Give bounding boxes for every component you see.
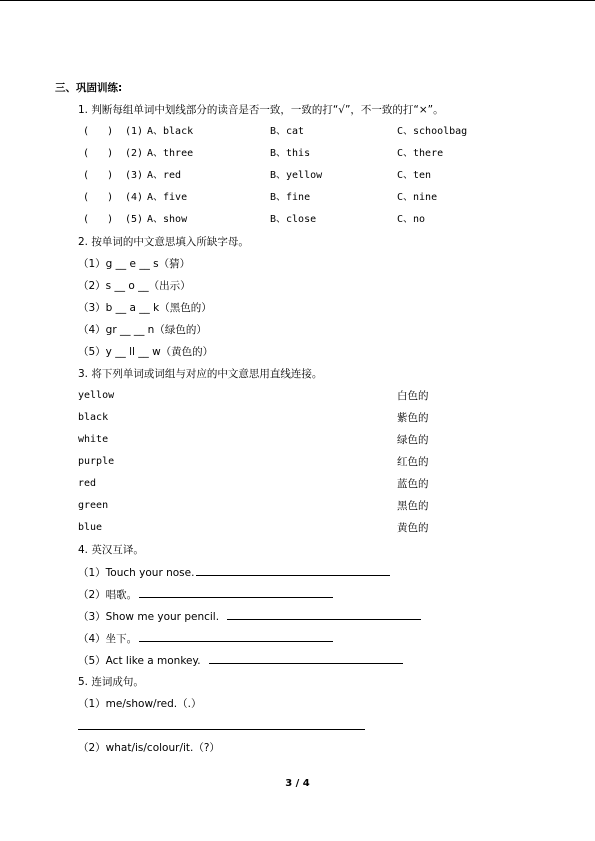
answer-blank[interactable] xyxy=(227,609,421,620)
q4-item-text: （5）Act like a monkey. xyxy=(78,655,201,667)
answer-blank[interactable] xyxy=(209,653,403,664)
q4-item-2 xyxy=(78,587,333,602)
option-a: A、three xyxy=(147,148,194,159)
q5-answer-line-1[interactable] xyxy=(78,729,365,730)
match-left-5[interactable]: red xyxy=(78,478,97,489)
q4-prompt: 4. 英汉互译。 xyxy=(78,544,144,556)
item-number: (3) xyxy=(125,170,144,181)
match-left-2[interactable]: black xyxy=(78,412,109,423)
q5-prompt: 5. 连词成句。 xyxy=(78,676,144,688)
q2-item-3: （3）b __ a __ k（黑色的） xyxy=(78,302,212,314)
match-left-1[interactable]: yellow xyxy=(78,390,115,401)
match-left-7[interactable]: blue xyxy=(78,522,103,533)
match-left-4[interactable]: purple xyxy=(78,456,115,467)
option-c: C、there xyxy=(397,148,444,159)
match-left-3[interactable]: white xyxy=(78,434,109,445)
option-c: C、nine xyxy=(397,192,438,203)
q4-item-text: （2）唱歌。 xyxy=(78,589,138,601)
option-a: A、five xyxy=(147,192,188,203)
match-right-3[interactable]: 绿色的 xyxy=(397,434,429,446)
q2-item-4: （4）gr __ __ n（绿色的） xyxy=(78,324,207,336)
option-b: B、this xyxy=(270,148,311,159)
page-number: 3 / 4 xyxy=(285,778,310,789)
match-right-6[interactable]: 黑色的 xyxy=(397,500,429,512)
answer-paren[interactable]: ( ) xyxy=(83,214,114,225)
option-c: C、no xyxy=(397,214,426,225)
q5-item-2: （2）what/is/colour/it.（?） xyxy=(78,742,220,754)
option-b: B、cat xyxy=(270,126,305,137)
q5-item-1: （1）me/show/red.（.） xyxy=(78,698,202,710)
q2-item-2: （2）s __ o __（出示） xyxy=(78,280,191,292)
q4-item-3 xyxy=(78,609,421,624)
answer-blank[interactable] xyxy=(196,565,390,576)
q4-item-4 xyxy=(78,631,333,646)
match-right-4[interactable]: 红色的 xyxy=(397,456,429,468)
q2-item-5: （5）y __ ll __ w（黄色的） xyxy=(78,346,214,358)
top-border xyxy=(0,0,595,1)
item-number: (5) xyxy=(125,214,144,225)
match-right-5[interactable]: 蓝色的 xyxy=(397,478,429,490)
q4-item-text: （3）Show me your pencil. xyxy=(78,611,220,623)
option-b: B、fine xyxy=(270,192,311,203)
option-b: B、close xyxy=(270,214,317,225)
answer-paren[interactable]: ( ) xyxy=(83,126,114,137)
option-a: A、red xyxy=(147,170,182,181)
match-right-7[interactable]: 黄色的 xyxy=(397,522,429,534)
q4-item-text: （4）坐下。 xyxy=(78,633,138,645)
match-left-6[interactable]: green xyxy=(78,500,109,511)
answer-paren[interactable]: ( ) xyxy=(83,170,114,181)
q3-prompt: 3. 将下列单词或词组与对应的中文意思用直线连接。 xyxy=(78,368,323,380)
answer-paren[interactable]: ( ) xyxy=(83,192,114,203)
answer-paren[interactable]: ( ) xyxy=(83,148,114,159)
option-c: C、ten xyxy=(397,170,432,181)
item-number: (4) xyxy=(125,192,144,203)
option-a: A、black xyxy=(147,126,194,137)
option-c: C、schoolbag xyxy=(397,126,468,137)
q1-prompt: 1. 判断每组单词中划线部分的读音是否一致，一致的打“√”，不一致的打“×”。 xyxy=(78,104,444,116)
q4-item-text: （1）Touch your nose. xyxy=(78,567,195,579)
answer-blank[interactable] xyxy=(139,631,333,642)
q4-item-1 xyxy=(78,565,390,580)
answer-blank[interactable] xyxy=(139,587,333,598)
q2-item-1: （1）g __ e __ s（猜） xyxy=(78,258,191,270)
option-b: B、yellow xyxy=(270,170,323,181)
option-a: A、show xyxy=(147,214,188,225)
q2-prompt: 2. 按单词的中文意思填入所缺字母。 xyxy=(78,236,249,248)
item-number: (2) xyxy=(125,148,144,159)
match-right-2[interactable]: 紫色的 xyxy=(397,412,429,424)
q4-item-5 xyxy=(78,653,403,668)
item-number: (1) xyxy=(125,126,144,137)
section-title: 三、巩固训练: xyxy=(55,82,123,94)
match-right-1[interactable]: 白色的 xyxy=(397,390,429,402)
